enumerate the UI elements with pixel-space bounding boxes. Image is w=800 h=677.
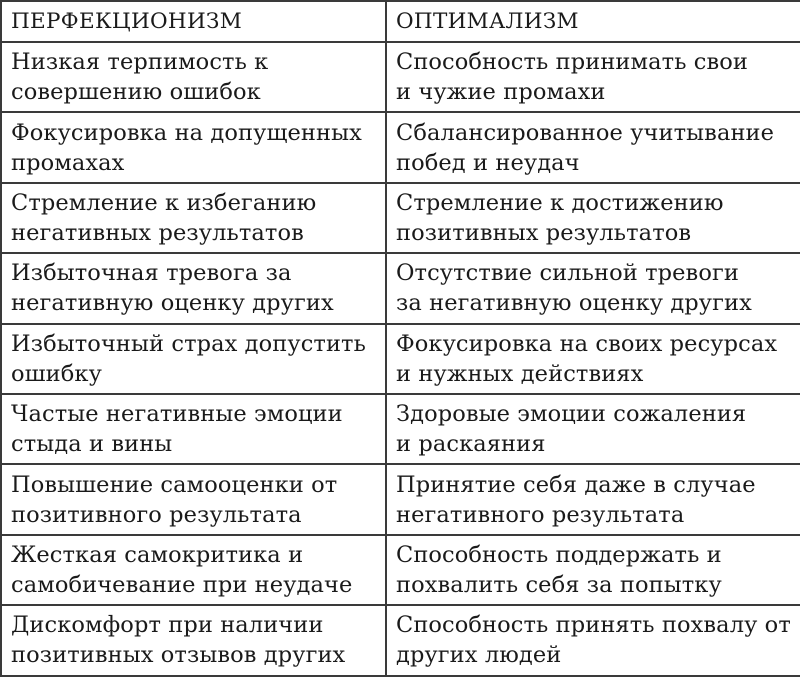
table-row (1, 253, 800, 323)
cell-line: Здоровые эмоции сожаления (396, 401, 747, 428)
table-row (1, 324, 800, 394)
perfectionism-cell (1, 112, 386, 182)
optimalism-cell (386, 605, 800, 675)
cell-line: Жесткая самокритика и (11, 541, 304, 568)
cell-line: Сбалансированное учитывание (396, 119, 775, 146)
cell-line: Отсутствие сильной тревоги (396, 260, 739, 287)
cell-line: Способность принять похвалу от (396, 612, 791, 639)
cell-line: Повышение самооценки от (11, 471, 338, 498)
cell-line: позитивного результата (11, 501, 302, 528)
cell-line: негативную оценку других (11, 290, 334, 317)
perfectionism-cell (1, 324, 386, 394)
perfectionism-cell (1, 394, 386, 464)
cell-line: позитивных отзывов других (11, 642, 346, 669)
header-optimalism: ОПТИМАЛИЗМ (386, 1, 800, 42)
cell-line: и нужных действиях (396, 360, 644, 387)
cell-line: за негативную оценку других (396, 290, 752, 317)
table-row (1, 605, 800, 675)
table-row (1, 183, 800, 253)
table-row (1, 394, 800, 464)
cell-line: негативного результата (396, 501, 685, 528)
optimalism-cell (386, 535, 800, 605)
perfectionism-cell (1, 42, 386, 112)
cell-line: Избыточная тревога за (11, 260, 292, 287)
table-row (1, 535, 800, 605)
cell-line: Стремление к достижению (396, 189, 724, 216)
cell-line: Избыточный страх допустить (11, 330, 366, 357)
cell-line: Фокусировка на допущенных (11, 119, 362, 146)
cell-line: Низкая терпимость к (11, 49, 269, 76)
cell-line: и раскаяния (396, 431, 546, 458)
perfectionism-cell (1, 183, 386, 253)
cell-line: Способность поддержать и (396, 541, 722, 568)
cell-line: самобичевание при неудаче (11, 571, 353, 598)
cell-line: ошибку (11, 360, 102, 387)
cell-line: стыда и вины (11, 431, 173, 458)
perfectionism-cell (1, 535, 386, 605)
cell-line: Стремление к избеганию (11, 189, 317, 216)
optimalism-cell (386, 112, 800, 182)
cell-line: позитивных результатов (396, 219, 692, 246)
perfectionism-cell (1, 253, 386, 323)
table-body (1, 1, 800, 676)
cell-line: негативных результатов (11, 219, 304, 246)
cell-line: и чужие промахи (396, 79, 606, 106)
cell-line: Принятие себя даже в случае (396, 471, 756, 498)
table-row (1, 42, 800, 112)
optimalism-cell (386, 253, 800, 323)
perfectionism-cell (1, 464, 386, 534)
optimalism-cell (386, 42, 800, 112)
perfectionism-cell (1, 605, 386, 675)
optimalism-cell (386, 394, 800, 464)
cell-line: совершению ошибок (11, 79, 261, 106)
cell-line: Способность принимать свои (396, 49, 749, 76)
optimalism-cell (386, 183, 800, 253)
table-row (1, 464, 800, 534)
cell-line: похвалить себя за попытку (396, 571, 722, 598)
optimalism-cell (386, 324, 800, 394)
cell-line: Частые негативные эмоции (11, 401, 343, 428)
optimalism-cell (386, 464, 800, 534)
cell-line: других людей (396, 642, 562, 669)
cell-line: Дискомфорт при наличии (11, 612, 324, 639)
header-row (1, 1, 800, 42)
cell-line: промахах (11, 149, 125, 176)
cell-line: Фокусировка на своих ресурсах (396, 330, 778, 357)
header-perfectionism: ПЕРФЕКЦИОНИЗМ (1, 1, 386, 42)
table-row (1, 112, 800, 182)
cell-line: побед и неудач (396, 149, 580, 176)
